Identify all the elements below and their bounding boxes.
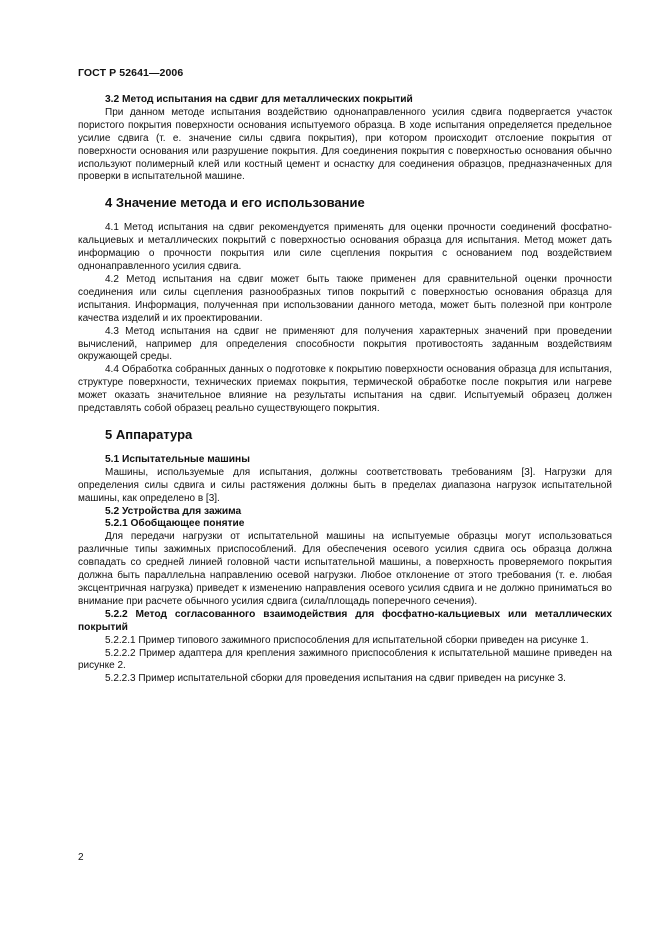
section-5-2-1-title: 5.2.1 Обобщающее понятие — [105, 518, 245, 530]
section-4-title: 4 Значение метода и его использование — [105, 195, 365, 211]
section-5-2-2-title: 5.2.2 Метод согласованного взаимодействия для фосфатно-кальциевых или металлических покрытий — [78, 608, 612, 633]
section-5-2-title: 5.2 Устройства для зажима — [105, 505, 242, 517]
paragraph-4-1: 4.1 Метод испытания на сдвиг рекомендуется применять для оценки прочности соединений фосфатно-кальциевых и металлических покрытий с поверхностью основания образца для испытания. Метод может дать информацию о прочности покрытия или силе сцепления покрытия с основанием под воздействием однонаправленного усилия сдвига. — [78, 222, 612, 273]
section-3-2-title: 3.2 Метод испытания на сдвиг для металлических покрытий — [105, 94, 413, 105]
section-3-2-paragraph: При данном методе испытания воздействию однонаправленного усилия сдвига подвергается участок пористого покрытия поверхности основания испытуемого образца. В ходе испытания определяется предельное усилие сдвига (т. е. значение силы сдвига покрытия), при котором происходит отслоение покрытия от поверхности основания или разрушение покрытия. Для соединения покрытия с поверхностью основания обычно используют полимерный клей или костный цемент и оснастку для соединения образцов, предназначенных для проверки в испытательной машине. — [78, 106, 612, 183]
paragraph-4-2: 4.2 Метод испытания на сдвиг может быть также применен для сравнительной оценки прочности соединения или силы сцепления разнообразных типов покрытий с поверхностью основания образца для испытания. Информация, полученная при использовании данного метода, может быть полезной при контроле качества изделий и их проектировании. — [78, 273, 612, 324]
paragraph-5-2-1: Для передачи нагрузки от испытательной машины на испытуемые образцы могут использоваться различные типы зажимных приспособлений. Для обеспечения осевого усилия сдвига ось образца должна совпадать со средней линией головной части испытательной машины, а поверхность проверяемого покрытия должна быть параллельна направлению осевой нагрузки. Любое отклонение от этого требования (т. е. любая эксцентричная нагрузка) приведет к изменению направления осевого усилия сдвига и не должно приниматься во внимание при расчете обычного усилия сдвига (сила/площадь поперечного сечения). — [78, 531, 612, 607]
paragraph-4-3: 4.3 Метод испытания на сдвиг не применяют для получения характерных значений при проведении вычислений, например для определения способности покрытия противостоять заданным воздействиям окружающей среды. — [78, 325, 612, 363]
document-header: ГОСТ Р 52641—2006 — [78, 67, 184, 79]
paragraph-4-4: 4.4 Обработка собранных данных о подготовке к покрытию поверхности основания образца для испытания, структуре поверхности, технических приемах покрытия, термической обработке после покрытия или нагреве может оказать значительное влияние на результаты испытания на сдвиг. Испытуемый образец должен представлять собой образец реально существующего покрытия. — [78, 364, 612, 415]
paragraph-5-2-2-2: 5.2.2.2 Пример адаптера для крепления зажимного приспособления к испытательной машине приведен на рисунке 2. — [78, 647, 612, 672]
page-number: 2 — [78, 852, 84, 863]
paragraph-5-1: Машины, используемые для испытания, должны соответствовать требованиям [3]. Нагрузки для определения силы сдвига и силы растяжения должны быть в пределах диапазона нагрузок испытательной машины, как определено в [3]. — [78, 466, 612, 504]
section-5-title: 5 Аппаратура — [105, 426, 193, 442]
section-5-1-title: 5.1 Испытательные машины — [105, 453, 250, 465]
document-body — [78, 94, 612, 686]
paragraph-5-2-2-1: 5.2.2.1 Пример типового зажимного приспособления для испытательной сборки приведен на рисунке 1. — [105, 634, 589, 646]
paragraph-5-2-2-3: 5.2.2.3 Пример испытательной сборки для проведения испытания на сдвиг приведен на рисунке 3. — [105, 673, 566, 685]
